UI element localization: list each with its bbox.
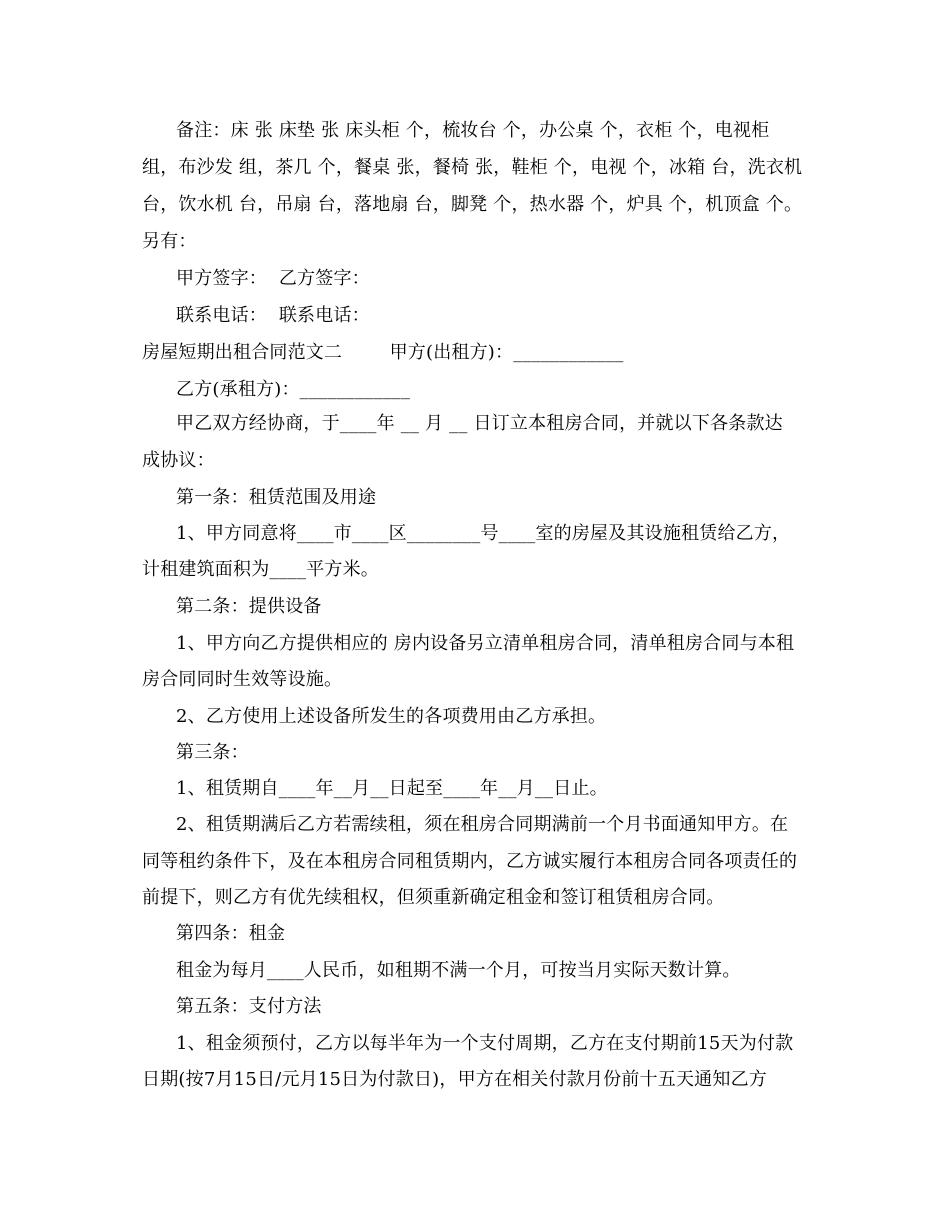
text-line: 1、租赁期自____年__月__日起至____年__月__日止。 bbox=[176, 778, 608, 799]
text-line: 甲方签字： 乙方签字： bbox=[176, 268, 370, 289]
text-line: 乙方(承租方)：____________ bbox=[176, 379, 411, 400]
text-line: 2、租赁期满后乙方若需续租，须在租房合同期满前一个月书面通知甲方。在 bbox=[176, 814, 789, 835]
section-title: 房屋短期出租合同范文二 甲方(出租方)：____________ bbox=[142, 342, 624, 363]
text-line: 组，布沙发 组，茶几 个，餐桌 张，餐椅 张，鞋柜 个，电视 个，冰箱 台，洗衣机 bbox=[142, 157, 803, 178]
clause-heading: 第二条：提供设备 bbox=[176, 596, 322, 617]
clause-heading: 第五条：支付方法 bbox=[176, 996, 322, 1017]
text-line: 另有： bbox=[142, 231, 197, 252]
text-line: 1、甲方同意将____市____区________号____室的房屋及其设施租赁给乙方， bbox=[176, 523, 791, 544]
text-line: 同等租约条件下，及在本租房合同租赁期内，乙方诚实履行本租房合同各项责任的 bbox=[142, 851, 798, 872]
clause-heading: 第四条：租金 bbox=[176, 923, 286, 944]
text-line: 台，饮水机 台，吊扇 台，落地扇 台，脚凳 个，热水器 个，炉具 个，机顶盒 个。 bbox=[142, 194, 803, 215]
text-line: 房合同同时生效等设施。 bbox=[142, 669, 343, 690]
text-line: 成协议： bbox=[142, 450, 215, 471]
text-line: 1、甲方向乙方提供相应的 房内设备另立清单租房合同，清单租房合同与本租 bbox=[176, 633, 795, 654]
text-line: 2、乙方使用上述设备所发生的各项费用由乙方承担。 bbox=[176, 706, 607, 727]
clause-heading: 第一条：租赁范围及用途 bbox=[176, 487, 377, 508]
text-line: 日期(按7月15日/元月15日为付款日)，甲方在相关付款月份前十五天通知乙方 bbox=[142, 1069, 767, 1090]
text-line: 联系电话： 联系电话： bbox=[176, 305, 370, 326]
text-line: 1、租金须预付，乙方以每半年为一个支付周期，乙方在支付期前15天为付款 bbox=[176, 1033, 794, 1054]
text-line: 甲乙双方经协商，于____年 __ 月 __ 日订立本租房合同，并就以下各条款达 bbox=[176, 413, 783, 434]
text-line: 备注：床 张 床垫 张 床头柜 个，梳妆台 个，办公桌 个，衣柜 个，电视柜 bbox=[176, 120, 770, 141]
text-line: 租金为每月____人民币，如租期不满一个月，可按当月实际天数计算。 bbox=[176, 960, 741, 981]
text-line: 前提下，则乙方有优先续租权，但须重新确定租金和签订租赁租房合同。 bbox=[142, 887, 725, 908]
clause-heading: 第三条： bbox=[176, 742, 249, 763]
text-line: 计租建筑面积为____平方米。 bbox=[142, 559, 379, 580]
